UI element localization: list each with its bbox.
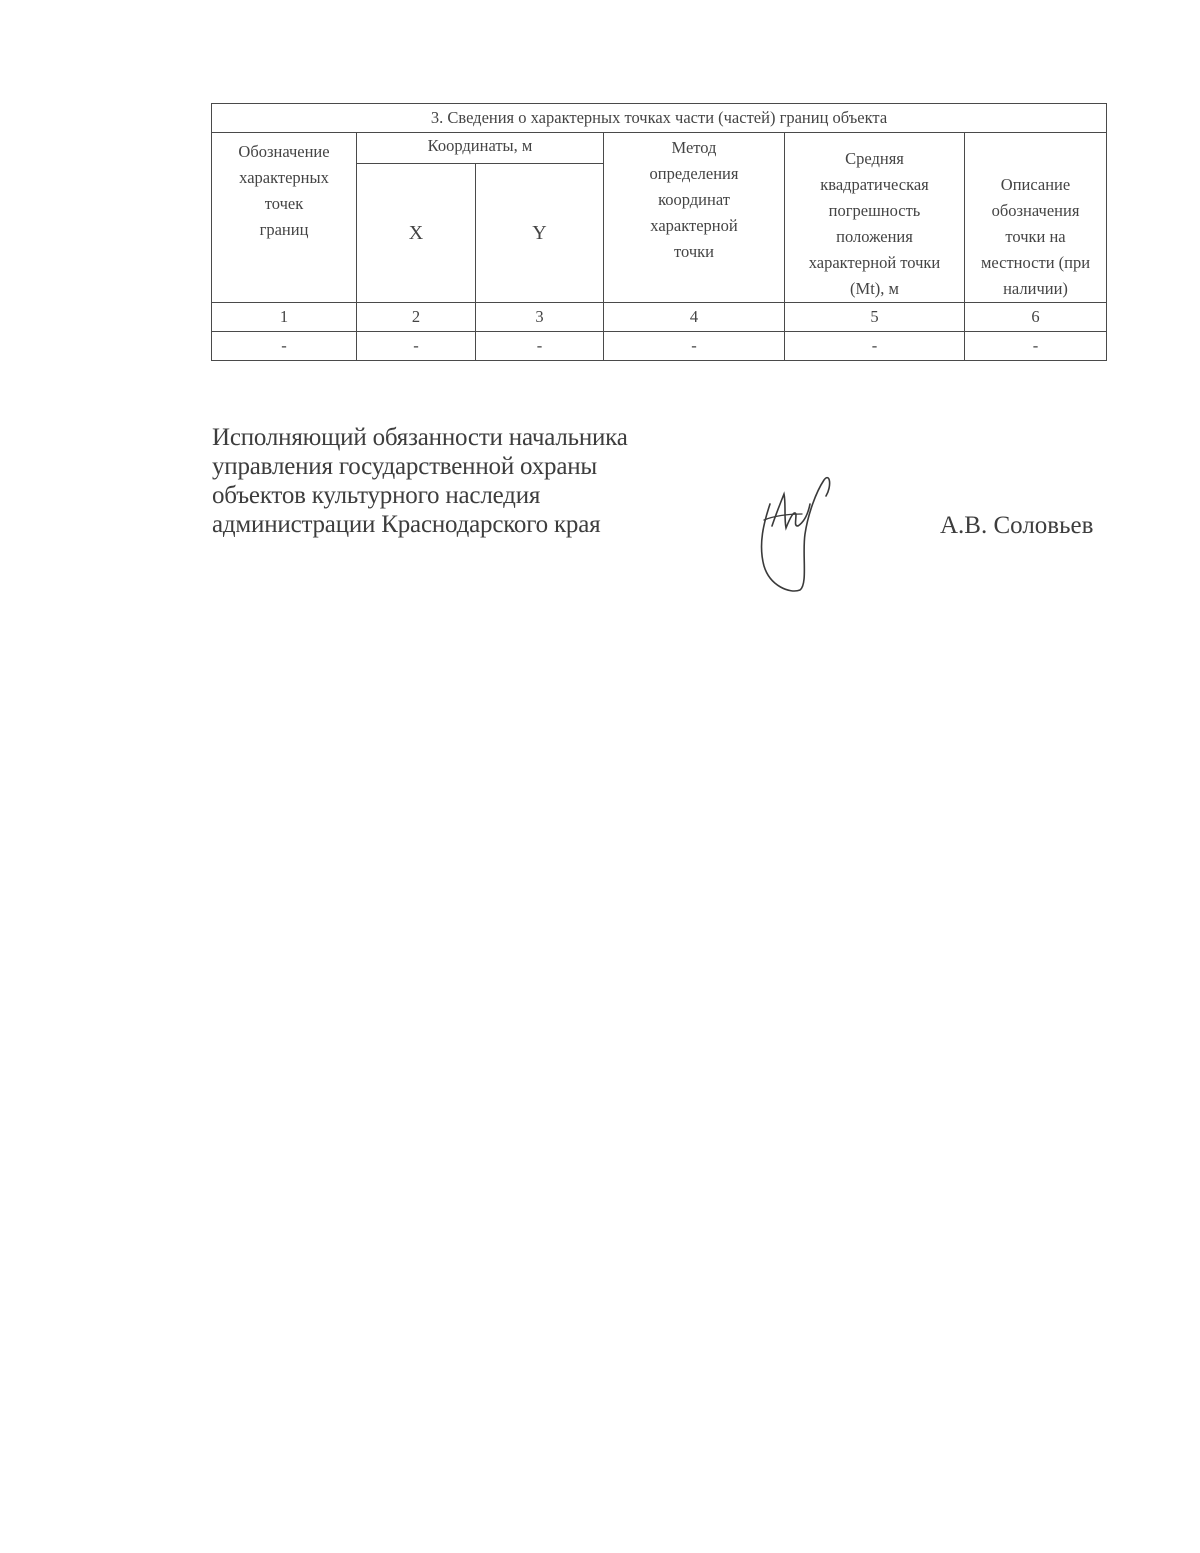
table-title: 3. Сведения о характерных точках части (частей) границ объекта: [212, 104, 1107, 133]
header-line: определения: [649, 164, 739, 183]
header-point-designation: [212, 133, 357, 303]
header-line: Обозначение: [238, 142, 330, 161]
boundary-points-table-container: [211, 103, 1106, 361]
header-line: обозначения: [991, 201, 1080, 220]
header-line: точки: [674, 242, 714, 261]
table-cell: -: [965, 332, 1107, 361]
column-number: 2: [357, 303, 476, 332]
header-line: наличии): [1003, 279, 1068, 298]
signer-position-line: объектов культурного наследия: [212, 482, 541, 509]
column-number: 1: [212, 303, 357, 332]
column-number: 3: [476, 303, 604, 332]
table-cell: -: [476, 332, 604, 361]
header-line: (Mt), м: [850, 279, 899, 298]
signer-position-line: администрации Краснодарского края: [212, 511, 601, 538]
header-x: X: [357, 164, 476, 303]
header-line: Описание: [1000, 175, 1071, 194]
table-cell: -: [212, 332, 357, 361]
header-coordinates: Координаты, м: [357, 133, 604, 164]
signer-name: А.В. Соловьев: [940, 512, 1094, 539]
header-line: Метод: [671, 138, 717, 157]
handwritten-signature: [750, 474, 840, 596]
header-line: границ: [259, 220, 309, 239]
signer-position-line: управления государственной охраны: [212, 453, 598, 480]
header-line: характерной: [650, 216, 738, 235]
table-cell: -: [357, 332, 476, 361]
signer-position: [212, 423, 628, 539]
header-description: [965, 133, 1107, 303]
header-line: положения: [836, 227, 913, 246]
header-line: точки на: [1005, 227, 1066, 246]
header-y: Y: [476, 164, 604, 303]
table-cell: -: [604, 332, 785, 361]
column-number: 5: [785, 303, 965, 332]
header-line: координат: [658, 190, 730, 209]
header-line: характерной точки: [808, 253, 941, 272]
column-number-row: [212, 303, 1107, 332]
signer-position-line: Исполняющий обязанности начальника: [212, 424, 628, 451]
header-mean-square-error: [785, 133, 965, 303]
header-line: квадратическая: [820, 175, 929, 194]
header-line: погрешность: [828, 201, 921, 220]
table-row: [212, 332, 1107, 361]
header-line: точек: [264, 194, 304, 213]
header-line: характерных: [239, 168, 329, 187]
column-number: 4: [604, 303, 785, 332]
header-line: местности (при: [980, 253, 1091, 272]
boundary-points-table: [211, 103, 1107, 361]
column-number: 6: [965, 303, 1107, 332]
header-method: [604, 133, 785, 303]
table-cell: -: [785, 332, 965, 361]
header-line: Средняя: [845, 149, 904, 168]
